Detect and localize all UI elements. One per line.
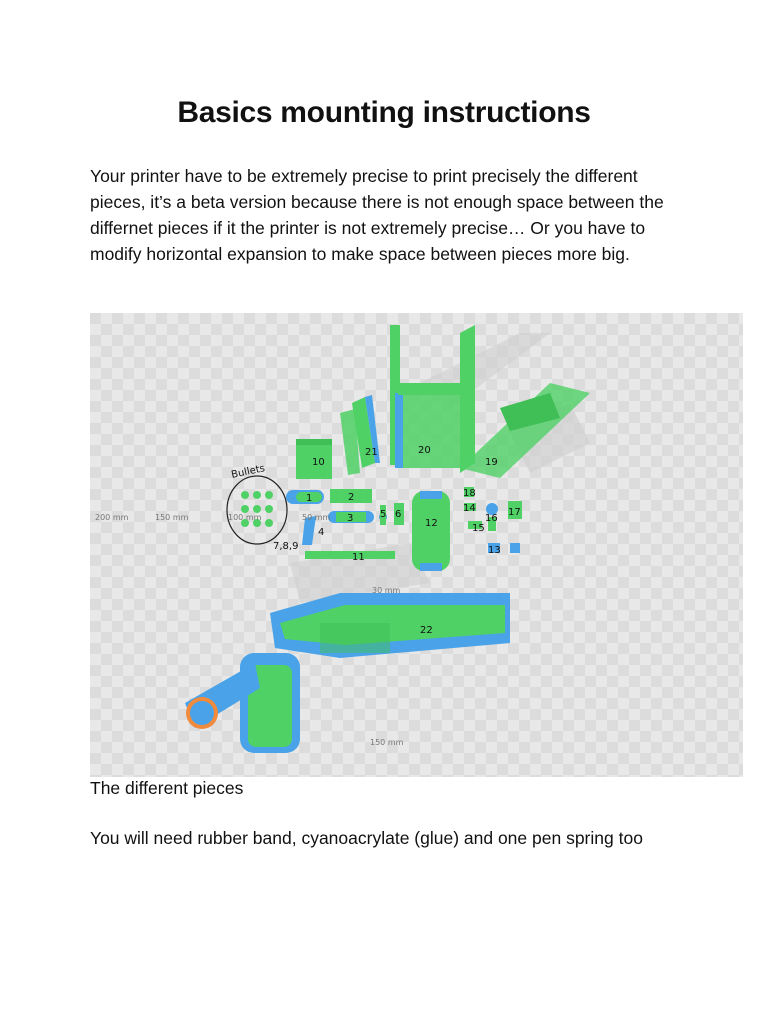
piece-12	[412, 491, 450, 571]
materials-note: You will need rubber band, cyanoacrylate (glue) and one pen spring too	[90, 828, 643, 848]
piece-label-22: 22	[420, 625, 433, 636]
piece-label-13: 13	[488, 545, 501, 556]
piece-6	[394, 503, 404, 525]
ruler-label-150b: 150 mm	[370, 738, 404, 747]
piece-14	[463, 503, 476, 514]
ruler-label-30: 30 mm	[372, 586, 401, 595]
piece-18	[463, 487, 476, 499]
pieces-figure	[90, 313, 743, 777]
figure-caption: The different pieces	[90, 778, 244, 798]
piece-label-21: 21	[365, 447, 378, 458]
piece-label-1: 1	[306, 493, 313, 504]
piece-17	[508, 501, 522, 519]
intro-paragraph: Your printer have to be extremely precise to print precisely the different pieces, it’s a beta version because there is not enough space between the differnet pieces if it the printer is not extremely precise… Or you have to modify horizontal expansion to make space between pieces more big.	[90, 166, 664, 264]
bullets-handwritten-label: Bullets	[230, 463, 266, 481]
piece-2	[330, 489, 372, 503]
piece-label-11: 11	[352, 552, 365, 563]
piece-label-2: 2	[348, 492, 355, 503]
piece-label-20: 20	[418, 445, 431, 456]
piece-label-4: 4	[318, 527, 325, 538]
piece-10	[296, 439, 332, 479]
piece-label-12: 12	[425, 518, 438, 529]
piece-label-18: 18	[463, 488, 476, 499]
piece-1	[286, 490, 324, 504]
piece-label-16: 16	[485, 513, 498, 524]
group-789-label: 7,8,9	[273, 541, 299, 552]
piece-label-15: 15	[472, 523, 485, 534]
piece-5	[380, 505, 386, 525]
ruler-label-150: 150 mm	[155, 513, 189, 522]
piece-label-10: 10	[312, 457, 325, 468]
piece-label-5: 5	[380, 509, 387, 520]
piece-label-6: 6	[395, 509, 402, 520]
ruler-label-200: 200 mm	[95, 513, 129, 522]
piece-label-19: 19	[485, 457, 498, 468]
ruler-label-50: 50 mm	[302, 513, 331, 522]
ruler-label-100: 100 mm	[228, 513, 262, 522]
piece-label-3: 3	[347, 513, 354, 524]
piece-label-17: 17	[508, 507, 521, 518]
piece-label-14: 14	[463, 503, 476, 514]
page-title: Basics mounting instructions	[177, 96, 591, 129]
